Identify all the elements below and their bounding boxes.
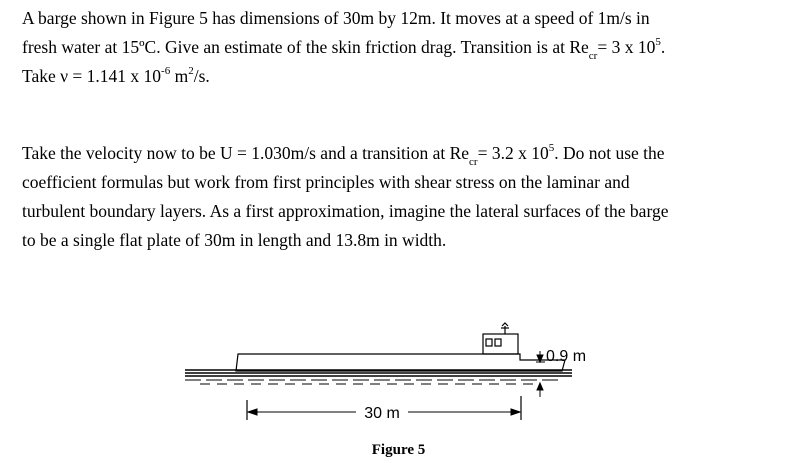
superscript: -6 [161, 65, 171, 78]
text: m [170, 66, 189, 86]
barge-hull [236, 354, 565, 371]
text: coefficient formulas but work from first principles with shear stress on the laminar and [22, 172, 630, 192]
subscript: cr [469, 155, 478, 168]
text: fresh water at 15ºC. Give an estimate of the skin friction drag. Transition is at Re [22, 37, 589, 57]
figure-caption: Figure 5 [371, 442, 426, 458]
text: Take the velocity now to be U = 1.030m/s and a transition at Re [22, 143, 470, 163]
text: Take ν = 1.141 x 10 [22, 66, 162, 86]
text: . Do not use the [554, 143, 665, 163]
draft-label: 0.9 m [546, 348, 587, 365]
superscript: 2 [188, 65, 194, 78]
superscript: 5 [655, 36, 661, 49]
text: /s. [193, 66, 210, 86]
wheelhouse [483, 323, 518, 354]
text: turbulent boundary layers. As a first approximation, imagine the lateral surfaces of the barge [22, 201, 669, 221]
water-lines [185, 370, 572, 384]
text: to be a single flat plate of 30m in length and 13.8m in width. [22, 230, 447, 250]
text: . [660, 37, 666, 57]
text: A barge shown in Figure 5 has dimensions of 30m by 12m. It moves at a speed of 1m/s in [22, 8, 650, 28]
superscript: 5 [548, 142, 555, 155]
length-label: 30 m [364, 405, 400, 422]
text: = 3.2 x 10 [477, 143, 549, 163]
draft-dimension [536, 351, 545, 397]
text: = 3 x 10 [597, 37, 656, 57]
subscript: cr [588, 49, 598, 62]
